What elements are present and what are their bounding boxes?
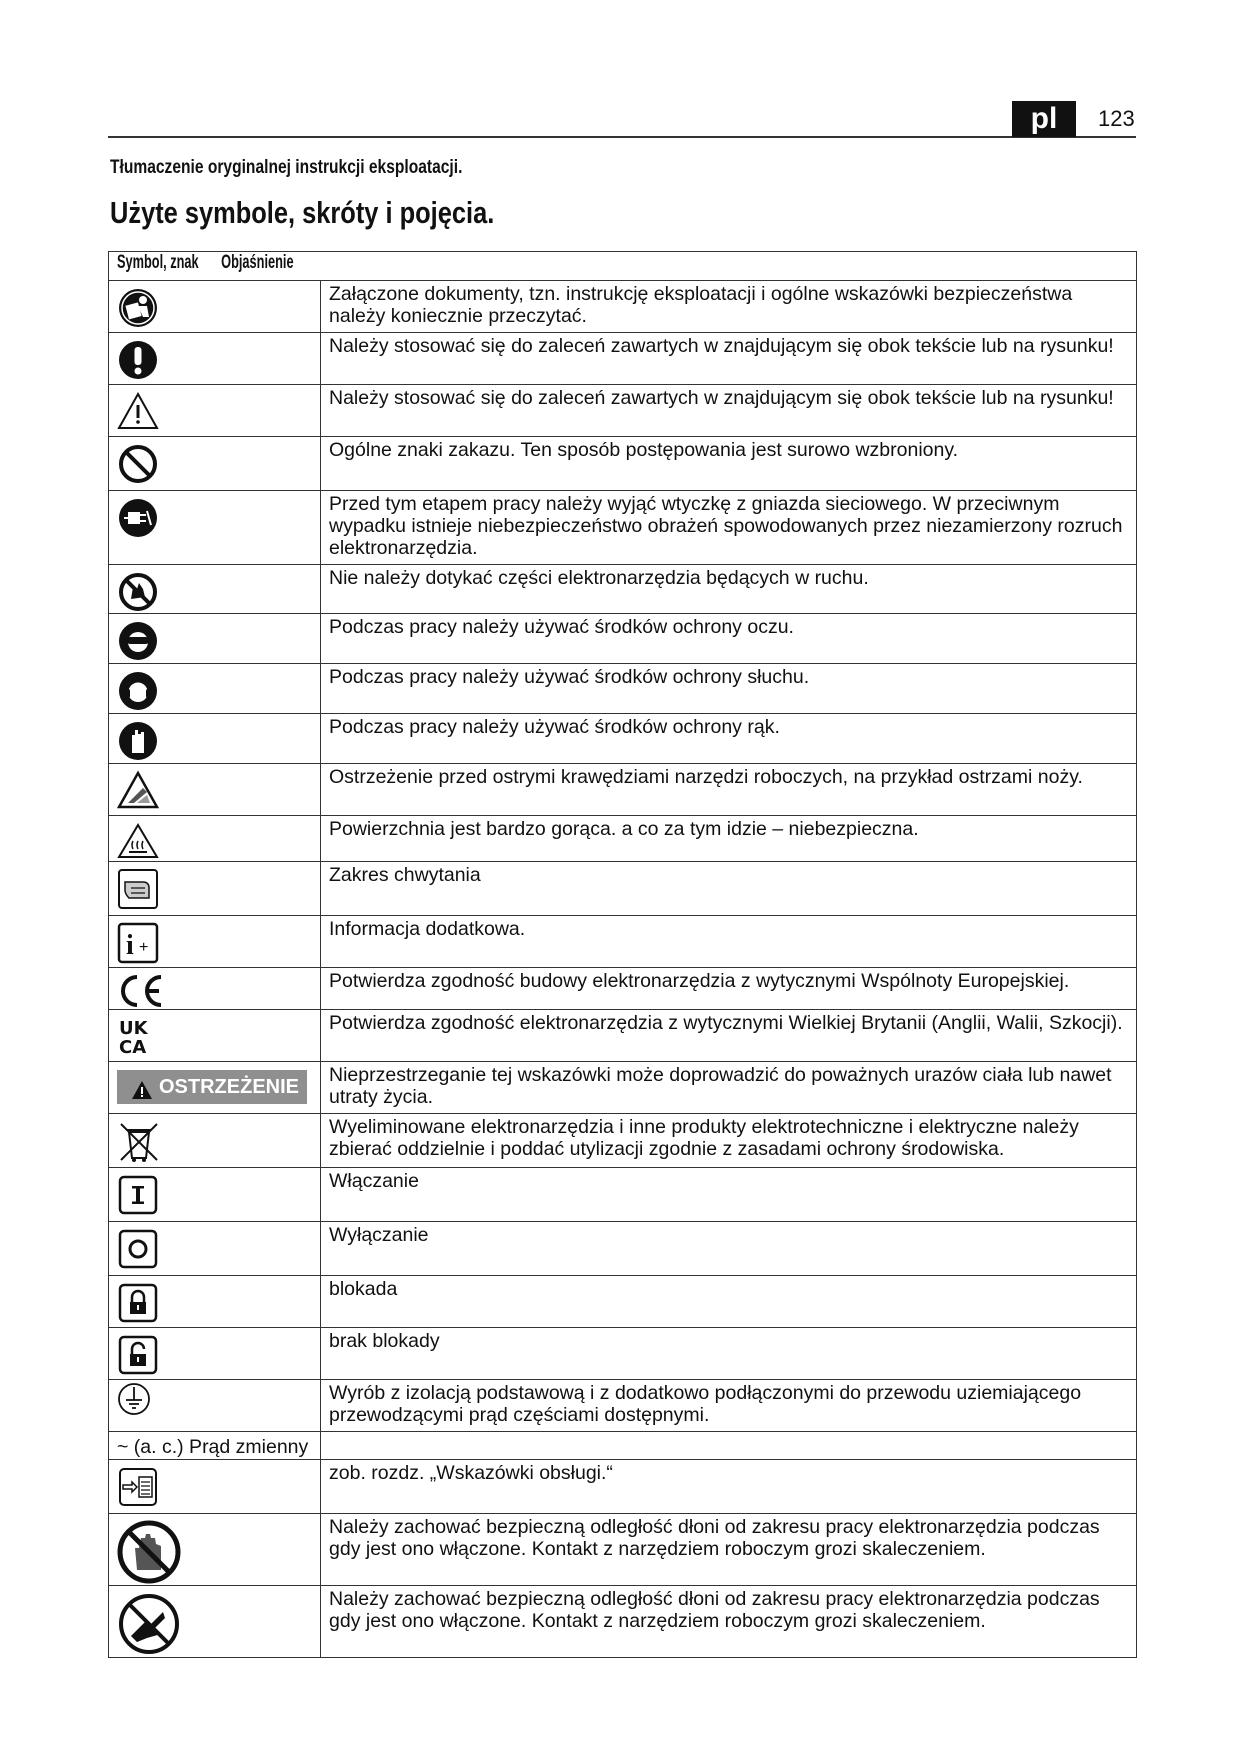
table-row — [109, 385, 1137, 437]
page-title: Użyte symbole, skróty i pojęcia. — [110, 195, 495, 230]
sharp-edges-warning-icon — [117, 770, 159, 810]
row-description: Należy zachować bezpieczną odległość dłoni od zakresu pracy elektronarzędzia podczas gdy jest ono włączone. Kontakt z narzędziem roboczym grozi skaleczeniem. — [321, 1586, 1137, 1658]
switch-on-icon — [117, 1174, 159, 1216]
hearing-protection-icon — [117, 670, 159, 712]
table-row — [109, 1010, 1137, 1062]
ukca-mark-line2: CA — [119, 1037, 147, 1056]
row-description: Potwierdza zgodność budowy elektronarzędzia z wytycznymi Wspólnoty Europejskiej. — [321, 968, 1137, 1010]
table-header — [109, 252, 1137, 281]
table-row — [109, 1276, 1137, 1328]
table-row — [109, 1514, 1137, 1586]
row-description: Podczas pracy należy używać środków ochrony rąk. — [321, 714, 1137, 764]
row-description: Podczas pracy należy używać środków ochrony słuchu. — [321, 664, 1137, 714]
row-description — [321, 1432, 1137, 1460]
document-subtitle: Tłumaczenie oryginalnej instrukcji eksploatacji. — [110, 157, 463, 178]
row-description: Wyrób z izolacją podstawową i z dodatkowo podłączonymi do przewodu uziemiającego przewodzącymi prąd częściami dostępnymi. — [321, 1380, 1137, 1432]
eye-protection-icon — [117, 620, 159, 662]
read-manual-icon — [117, 287, 159, 329]
table-row — [109, 1432, 1137, 1460]
signal-word-warning-icon — [117, 1070, 307, 1104]
column-header-symbol: Symbol, znak — [117, 252, 199, 273]
table-row — [109, 816, 1137, 862]
see-chapter-icon — [117, 1466, 159, 1508]
warning-triangle-icon — [117, 391, 159, 431]
no-hand-reach-icon — [117, 1592, 181, 1656]
row-description: zob. rozdz. „Wskazówki obsługi.“ — [321, 1460, 1137, 1514]
row-description: Informacja dodatkowa. — [321, 916, 1137, 968]
ukca-mark-line1: UK — [119, 1018, 148, 1039]
table-row — [109, 1168, 1137, 1222]
ce-mark-icon — [117, 974, 167, 1008]
table-row — [109, 1222, 1137, 1276]
table-row — [109, 437, 1137, 491]
table-header-row — [109, 252, 1137, 281]
table-row — [109, 491, 1137, 565]
language-badge: pl — [1012, 101, 1076, 137]
row-description: Ogólne znaki zakazu. Ten sposób postępowania jest surowo wzbroniony. — [321, 437, 1137, 491]
table-row — [109, 281, 1137, 333]
symbols-table — [108, 251, 1137, 1658]
row-description: Powierzchnia jest bardzo gorąca. a co za tym idzie – niebezpieczna. — [321, 816, 1137, 862]
svg-text:i: i — [126, 930, 134, 961]
table-row — [109, 916, 1137, 968]
header-rule — [108, 136, 1136, 138]
table-row — [109, 565, 1137, 614]
alternating-current-symbol: ~ (a. c.) Prąd zmienny — [109, 1432, 321, 1460]
prohibition-icon — [117, 443, 159, 485]
row-description: Włączanie — [321, 1168, 1137, 1222]
table-row — [109, 968, 1137, 1010]
table-row — [109, 1062, 1137, 1114]
keep-hands-away-icon — [117, 1520, 181, 1584]
row-description: Ostrzeżenie przed ostrymi krawędziami narzędzi roboczych, na przykład ostrzami noży. — [321, 764, 1137, 816]
weee-bin-icon — [117, 1120, 161, 1164]
row-description: Podczas pracy należy używać środków ochrony oczu. — [321, 614, 1137, 664]
row-description: Wyłączanie — [321, 1222, 1137, 1276]
unlocked-icon — [117, 1334, 159, 1376]
hot-surface-warning-icon — [117, 822, 159, 860]
row-description: blokada — [321, 1276, 1137, 1328]
table-row — [109, 1328, 1137, 1380]
row-description: Zakres chwytania — [321, 862, 1137, 916]
page-number: 123 — [1098, 106, 1135, 131]
svg-text:+: + — [139, 939, 149, 956]
row-description: Należy stosować się do zaleceń zawartych w znajdującym się obok tekście lub na rysunku! — [321, 333, 1137, 385]
row-description: brak blokady — [321, 1328, 1137, 1380]
locked-icon — [117, 1282, 159, 1324]
row-description: Nie należy dotykać części elektronarzędzia będących w ruchu. — [321, 565, 1137, 614]
row-description: Należy stosować się do zaleceń zawartych w znajdującym się obok tekście lub na rysunku! — [321, 385, 1137, 437]
grip-area-icon — [117, 868, 159, 910]
table-row — [109, 764, 1137, 816]
table-row — [109, 664, 1137, 714]
row-description: Nieprzestrzeganie tej wskazówki może doprowadzić do poważnych urazów ciała lub nawet utraty życia. — [321, 1062, 1137, 1114]
unplug-icon — [117, 497, 159, 539]
row-description: Załączone dokumenty, tzn. instrukcję eksploatacji i ogólne wskazówki bezpieczeństwa należy koniecznie przeczytać. — [321, 281, 1137, 333]
table-row — [109, 862, 1137, 916]
table-row — [109, 1586, 1137, 1658]
info-plus-icon — [117, 922, 159, 964]
mandatory-exclamation-icon — [117, 339, 159, 381]
warning-triangle-small-icon — [131, 1080, 153, 1100]
row-description: Należy zachować bezpieczną odległość dłoni od zakresu pracy elektronarzędzia podczas gdy jest ono włączone. Kontakt z narzędziem roboczym grozi skaleczeniem. — [321, 1514, 1137, 1586]
table-row — [109, 333, 1137, 385]
signal-word-label: OSTRZEŻENIE — [159, 1075, 300, 1098]
table-row — [109, 1114, 1137, 1168]
switch-off-icon — [117, 1228, 159, 1270]
ukca-mark-icon — [117, 1016, 157, 1056]
table-row — [109, 714, 1137, 764]
table-row — [109, 1460, 1137, 1514]
hand-protection-icon — [117, 720, 159, 762]
table-row — [109, 1380, 1137, 1432]
table-row — [109, 614, 1137, 664]
row-description: Potwierdza zgodność elektronarzędzia z wytycznymi Wielkiej Brytanii (Anglii, Walii, Szkocji). — [321, 1010, 1137, 1062]
protective-earth-icon — [117, 1382, 151, 1416]
column-header-explanation: Objaśnienie — [220, 252, 294, 273]
row-description: Przed tym etapem pracy należy wyjąć wtyczkę z gniazda sieciowego. W przeciwnym wypadku istnieje niebezpieczeństwo obrażeń spowodowanych przez niezamierzony rozruch elektronarzędzia. — [321, 491, 1137, 565]
row-description: Wyeliminowane elektronarzędzia i inne produkty elektrotechniczne i elektryczne należy zbierać oddzielnie i poddać utylizacji zgodnie z zasadami ochrony środowiska. — [321, 1114, 1137, 1168]
do-not-touch-icon — [117, 571, 159, 613]
